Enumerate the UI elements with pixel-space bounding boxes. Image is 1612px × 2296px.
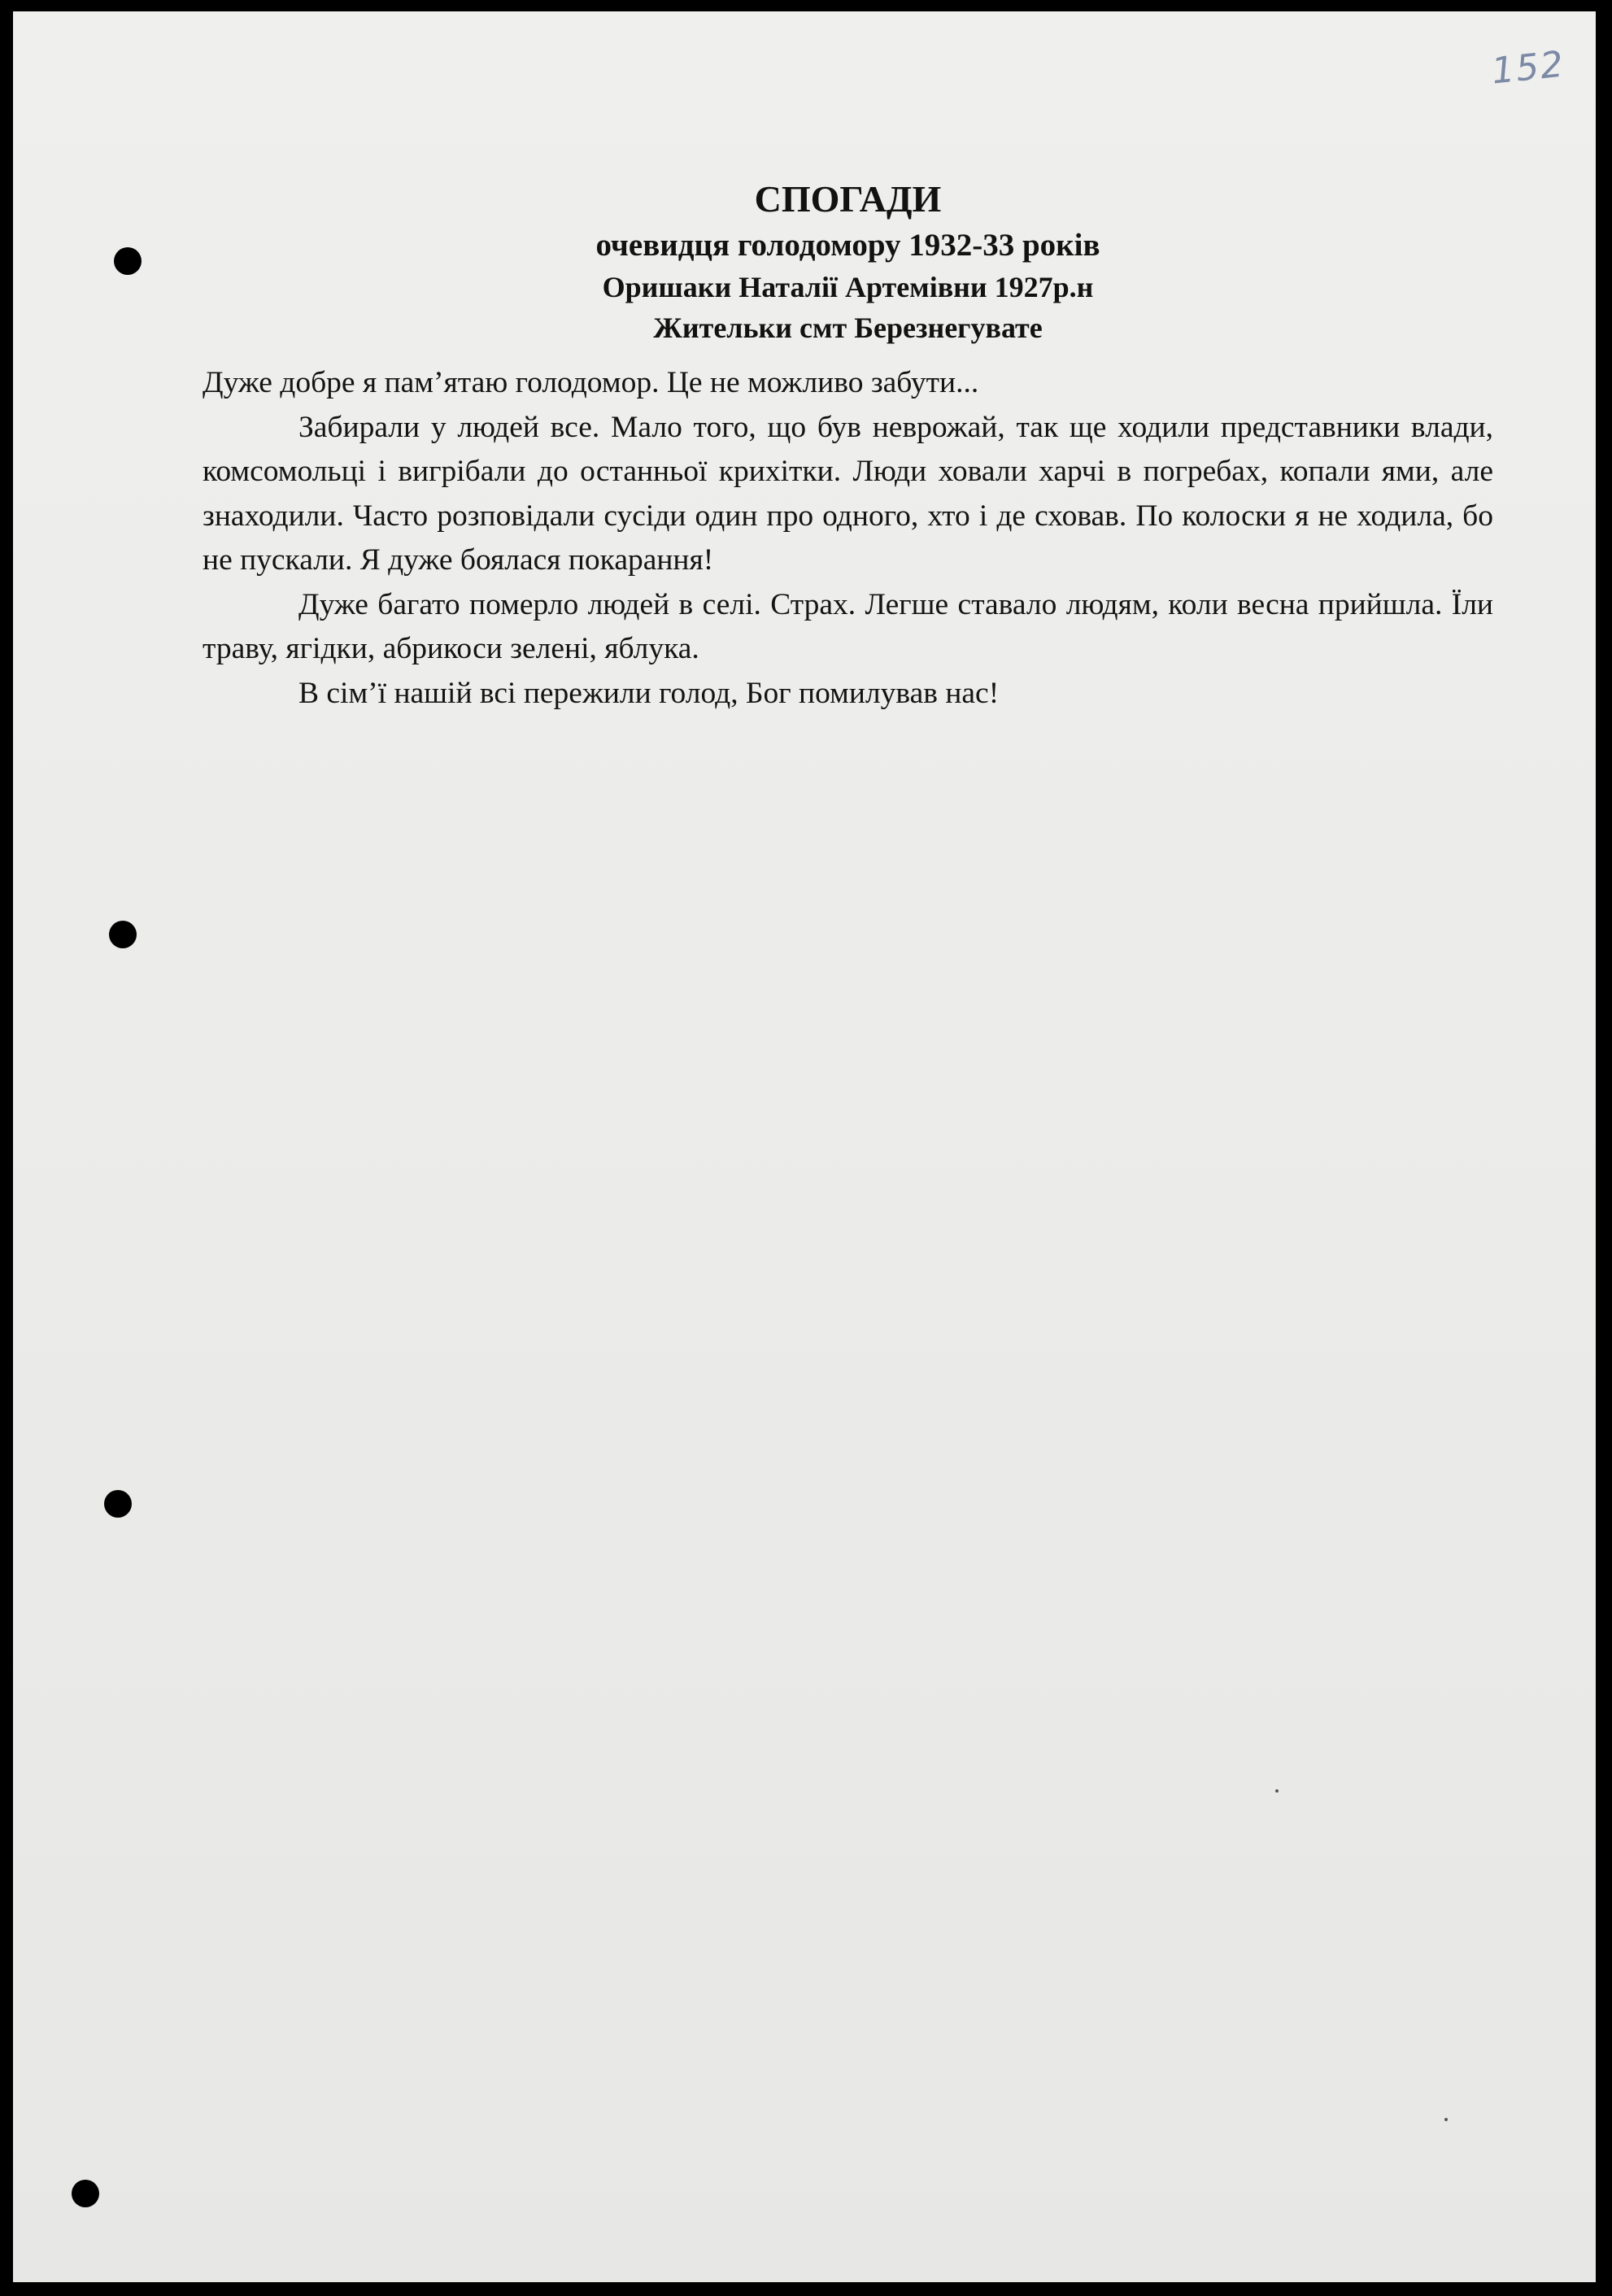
document-page <box>13 11 1596 2282</box>
punch-hole <box>104 1490 132 1518</box>
punch-hole <box>72 2180 99 2207</box>
witness-name: Оришаки Наталії Артемівни 1927р.н <box>602 271 1094 303</box>
punch-hole <box>109 921 137 948</box>
witness-residence: Жительки смт Березнегувате <box>653 312 1043 344</box>
punch-hole <box>114 247 142 275</box>
testimony-text <box>203 361 1493 716</box>
paragraph: Дуже багато померло людей в селі. Страх. Легше ставало людям, коли весна прийшла. Їли траву, ягідки, абрикоси зелені, яблука. <box>203 587 1493 665</box>
paper-speck <box>1275 1789 1279 1793</box>
handwritten-page-number: 152 <box>1489 43 1567 93</box>
paper-speck <box>1444 2118 1448 2121</box>
paragraph: Дуже добре я пам’ятаю голодомор. Це не можливо забути... <box>203 366 979 399</box>
paragraph: В сім’ї нашій всі пережили голод, Бог помилував нас! <box>298 676 1000 710</box>
paragraph: Забирали у людей все. Мало того, що був неврожай, так ще ходили представники влади, комсомольці і вигрібали до останньої крихітки. Люди ховали харчі в погребах, копали ями, але знаходили. Часто розповідали сусіди один про одного, хто і де сховав. По колоски я не ходила, бо не пускали. Я дуже боялася покарання! <box>203 410 1493 577</box>
document-title: СПОГАДИ <box>754 178 942 220</box>
document-subtitle: очевидця голодомору 1932-33 років <box>595 228 1100 263</box>
document-header <box>203 174 1493 348</box>
